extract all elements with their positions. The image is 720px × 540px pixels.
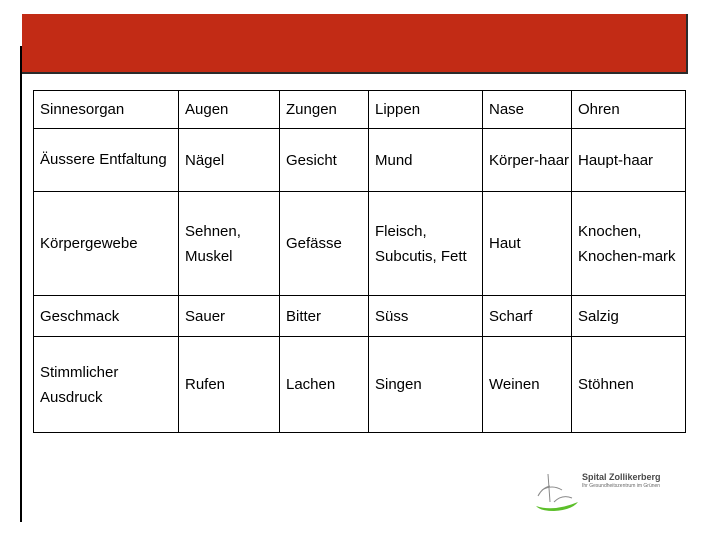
table-row <box>34 91 686 129</box>
table-cell: Scharf <box>483 296 572 337</box>
row-header: Körpergewebe <box>34 192 179 296</box>
spital-zollikerberg-logo <box>532 466 682 512</box>
left-vertical-rule <box>20 46 22 522</box>
title-banner <box>22 14 688 74</box>
table-cell: Stöhnen <box>572 337 686 433</box>
table-row <box>34 337 686 433</box>
hospital-logo-icon <box>532 466 582 512</box>
table-cell: Lippen <box>369 91 483 129</box>
table-cell: Bitter <box>280 296 369 337</box>
table-cell: Nägel <box>179 129 280 192</box>
table-row <box>34 129 686 192</box>
row-header: Geschmack <box>34 296 179 337</box>
row-header: Sinnesorgan <box>34 91 179 129</box>
logo-tagline: Ihr Gesundheitszentrum im Grünen <box>582 483 661 489</box>
table-cell: Nase <box>483 91 572 129</box>
table-cell: Salzig <box>572 296 686 337</box>
table-cell: Körper-haar <box>483 129 572 192</box>
logo-name: Spital Zollikerberg <box>582 472 661 482</box>
tcm-correspondence-table <box>33 90 686 433</box>
row-header: Stimmlicher Ausdruck <box>34 337 179 433</box>
table-cell: Singen <box>369 337 483 433</box>
table-cell: Mund <box>369 129 483 192</box>
table-cell: Augen <box>179 91 280 129</box>
table-cell: Fleisch, Subcutis, Fett <box>369 192 483 296</box>
table-cell: Gesicht <box>280 129 369 192</box>
table-cell: Weinen <box>483 337 572 433</box>
row-header: Äussere Entfaltung <box>34 129 179 192</box>
table-cell: Zungen <box>280 91 369 129</box>
table-cell: Lachen <box>280 337 369 433</box>
table-cell: Süss <box>369 296 483 337</box>
table-cell: Knochen, Knochen-mark <box>572 192 686 296</box>
table-cell: Rufen <box>179 337 280 433</box>
table-cell: Haut <box>483 192 572 296</box>
table-row <box>34 192 686 296</box>
table-cell: Haupt-haar <box>572 129 686 192</box>
table-row <box>34 296 686 337</box>
table-cell: Sauer <box>179 296 280 337</box>
table-cell: Ohren <box>572 91 686 129</box>
table-cell: Sehnen, Muskel <box>179 192 280 296</box>
table-cell: Gefässe <box>280 192 369 296</box>
